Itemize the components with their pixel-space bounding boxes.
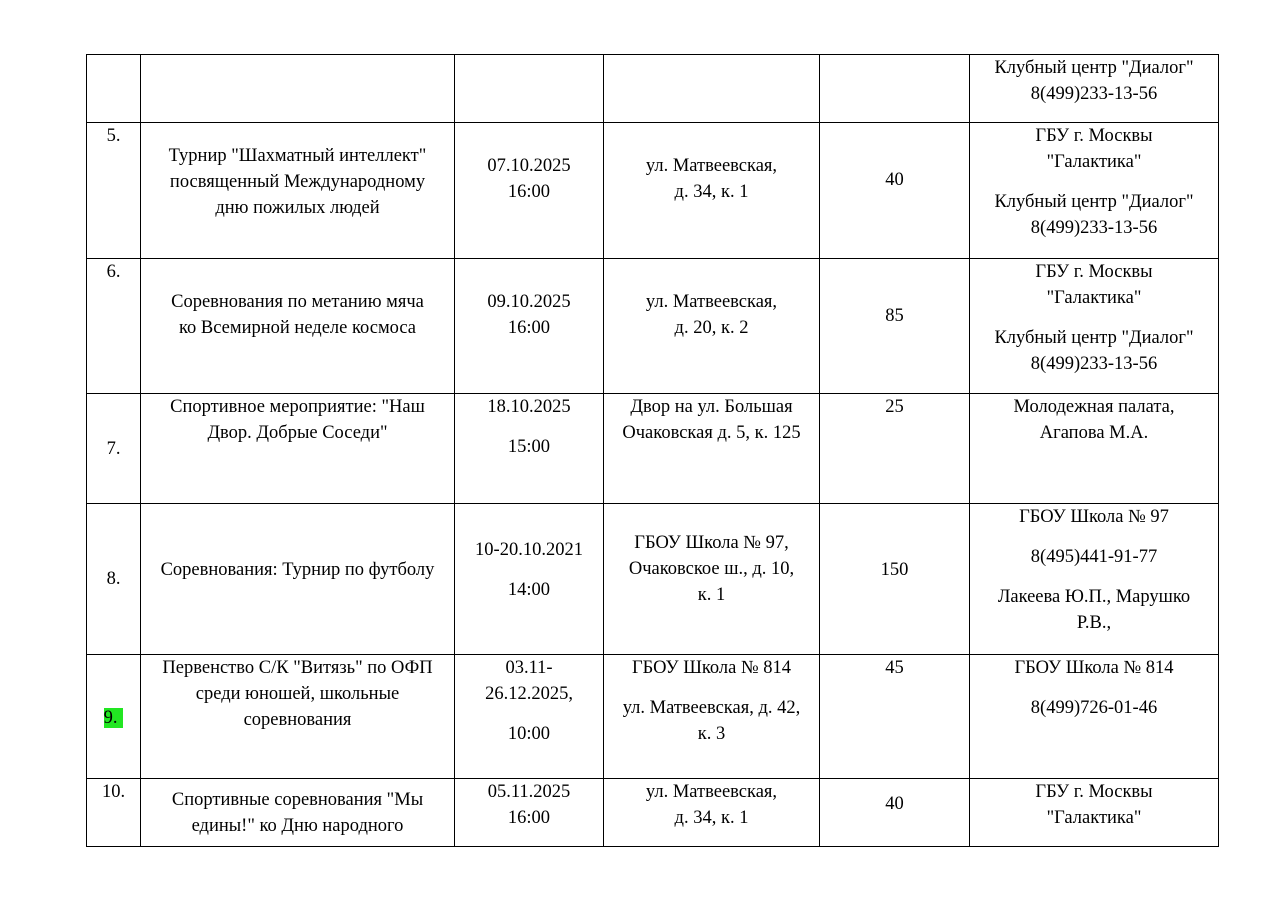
- place-cell: ул. Матвеевская, д. 20, к. 2: [604, 259, 820, 394]
- table-row: [87, 504, 1219, 655]
- table-row: [87, 259, 1219, 394]
- place-cell: ГБОУ Школа № 97, Очаковское ш., д. 10, к. 1: [604, 504, 820, 655]
- event-cell: Соревнования: Турнир по футболу: [141, 504, 455, 655]
- event-cell: Первенство С/К "Витязь" по ОФП среди юношей, школьные соревнования: [141, 655, 455, 779]
- event-cell: Спортивное мероприятие: "Наш Двор. Добрые Соседи": [141, 394, 455, 504]
- count-cell: 40: [820, 779, 970, 847]
- table-row: [87, 123, 1219, 259]
- datetime-cell: 10-20.10.2021 14:00: [455, 504, 604, 655]
- row-number: 10.: [87, 779, 141, 847]
- datetime-cell: [455, 55, 604, 123]
- event-cell: [141, 55, 455, 123]
- organizer-cell: ГБОУ Школа № 97 8(495)441-91-77 Лакеева Ю.П., Марушко Р.В.,: [970, 504, 1219, 655]
- count-cell: 150: [820, 504, 970, 655]
- place-cell: ул. Матвеевская, д. 34, к. 1: [604, 779, 820, 847]
- datetime-cell: 09.10.2025 16:00: [455, 259, 604, 394]
- count-cell: 25: [820, 394, 970, 504]
- row-number: 5.: [87, 123, 141, 259]
- datetime-cell: 03.11- 26.12.2025, 10:00: [455, 655, 604, 779]
- place-cell: ГБОУ Школа № 814 ул. Матвеевская, д. 42, к. 3: [604, 655, 820, 779]
- count-cell: 45: [820, 655, 970, 779]
- events-table: [86, 54, 1219, 847]
- row-number: 8.: [87, 504, 141, 655]
- datetime-cell: 18.10.2025 15:00: [455, 394, 604, 504]
- row-number: 7.: [87, 394, 141, 504]
- row-number: 6.: [87, 259, 141, 394]
- organizer-cell: ГБУ г. Москвы "Галактика": [970, 779, 1219, 847]
- event-cell: Соревнования по метанию мяча ко Всемирной неделе космоса: [141, 259, 455, 394]
- place-cell: ул. Матвеевская, д. 34, к. 1: [604, 123, 820, 259]
- organizer-cell: Молодежная палата, Агапова М.А.: [970, 394, 1219, 504]
- organizer-cell: ГБУ г. Москвы "Галактика" Клубный центр "Диалог" 8(499)233-13-56: [970, 123, 1219, 259]
- row-number: [87, 655, 141, 779]
- table-row: [87, 55, 1219, 123]
- organizer-cell: ГБОУ Школа № 814 8(499)726-01-46: [970, 655, 1219, 779]
- count-cell: 85: [820, 259, 970, 394]
- event-cell: Спортивные соревнования "Мы едины!" ко Дню народного: [141, 779, 455, 847]
- place-cell: [604, 55, 820, 123]
- table-row: [87, 655, 1219, 779]
- datetime-cell: 07.10.2025 16:00: [455, 123, 604, 259]
- place-cell: Двор на ул. Большая Очаковская д. 5, к. 125: [604, 394, 820, 504]
- datetime-cell: 05.11.2025 16:00: [455, 779, 604, 847]
- count-cell: 40: [820, 123, 970, 259]
- event-cell: Турнир "Шахматный интеллект" посвященный Международному дню пожилых людей: [141, 123, 455, 259]
- organizer-cell: ГБУ г. Москвы "Галактика" Клубный центр "Диалог" 8(499)233-13-56: [970, 259, 1219, 394]
- count-cell: [820, 55, 970, 123]
- organizer-cell: Клубный центр "Диалог" 8(499)233-13-56: [970, 55, 1219, 123]
- row-number: [87, 55, 141, 123]
- table-row: [87, 394, 1219, 504]
- highlighted-row-number: 9.: [104, 708, 124, 728]
- table-row: [87, 779, 1219, 847]
